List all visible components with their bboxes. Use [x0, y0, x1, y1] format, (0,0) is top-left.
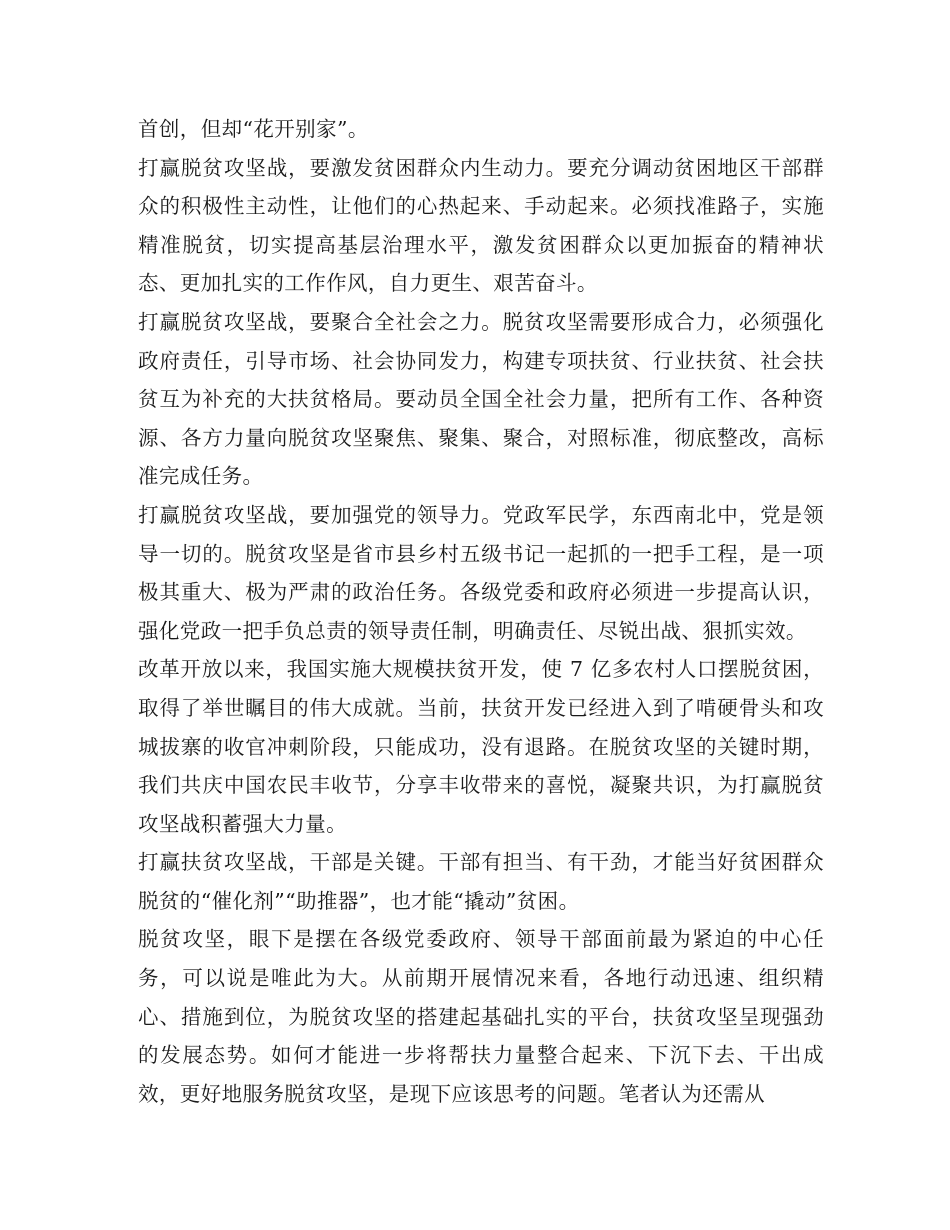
paragraph-7: 脱贫攻坚，眼下是摆在各级党委政府、领导干部面前最为紧迫的中心任务，可以说是唯此为大。从前期开展情况来看，各地行动迅速、组织精心、措施到位，为脱贫攻坚的搭建起基础扎实的平台，扶贫攻坚呈现强劲的发展态势。如何才能进一步将帮扶力量整合起来、下沉下去、干出成效，更好地服务脱贫攻坚，是现下应该思考的问题。笔者认为还需从: [138, 927, 824, 1106]
paragraph-1: 首创，但却“花开别家”。: [138, 117, 369, 141]
paragraph-6: 打赢扶贫攻坚战，干部是关键。干部有担当、有干劲，才能当好贫困群众脱贫的“催化剂”“助推器”，也才能“撬动”贫困。: [138, 850, 824, 913]
paragraph-3: 打赢脱贫攻坚战，要聚合全社会之力。脱贫攻坚需要形成合力，必须强化政府责任，引导市场、社会协同发力，构建专项扶贫、行业扶贫、社会扶贫互为补充的大扶贫格局。要动员全国全社会力量，把所有工作、各种资源、各方力量向脱贫攻坚聚焦、聚集、聚合，对照标准，彻底整改，高标准完成任务。: [138, 309, 824, 489]
document-body: [138, 110, 824, 1113]
paragraph-2: 打赢脱贫攻坚战，要激发贫困群众内生动力。要充分调动贫困地区干部群众的积极性主动性，让他们的心热起来、手动起来。必须找准路子，实施精准脱贫，切实提高基层治理水平，激发贫困群众以更加振奋的精神状态、更加扎实的工作作风，自力更生、艰苦奋斗。: [138, 155, 824, 296]
paragraph-4: 打赢脱贫攻坚战，要加强党的领导力。党政军民学，东西南北中，党是领导一切的。脱贫攻坚是省市县乡村五级书记一起抓的一把手工程，是一项极其重大、极为严肃的政治任务。各级党委和政府必须进一步提高认识，强化党政一把手负总责的领导责任制，明确责任、尽锐出战、狠抓实效。: [138, 502, 824, 643]
paragraph-5: 改革开放以来，我国实施大规模扶贫开发，使 7 亿多农村人口摆脱贫困，取得了举世瞩目的伟大成就。当前，扶贫开发已经进入到了啃硬骨头和攻城拔寨的收官冲刺阶段，只能成功，没有退路。在脱贫攻坚的关键时期，我们共庆中国农民丰收节，分享丰收带来的喜悦，凝聚共识，为打赢脱贫攻坚战积蓄强大力量。: [138, 657, 824, 836]
